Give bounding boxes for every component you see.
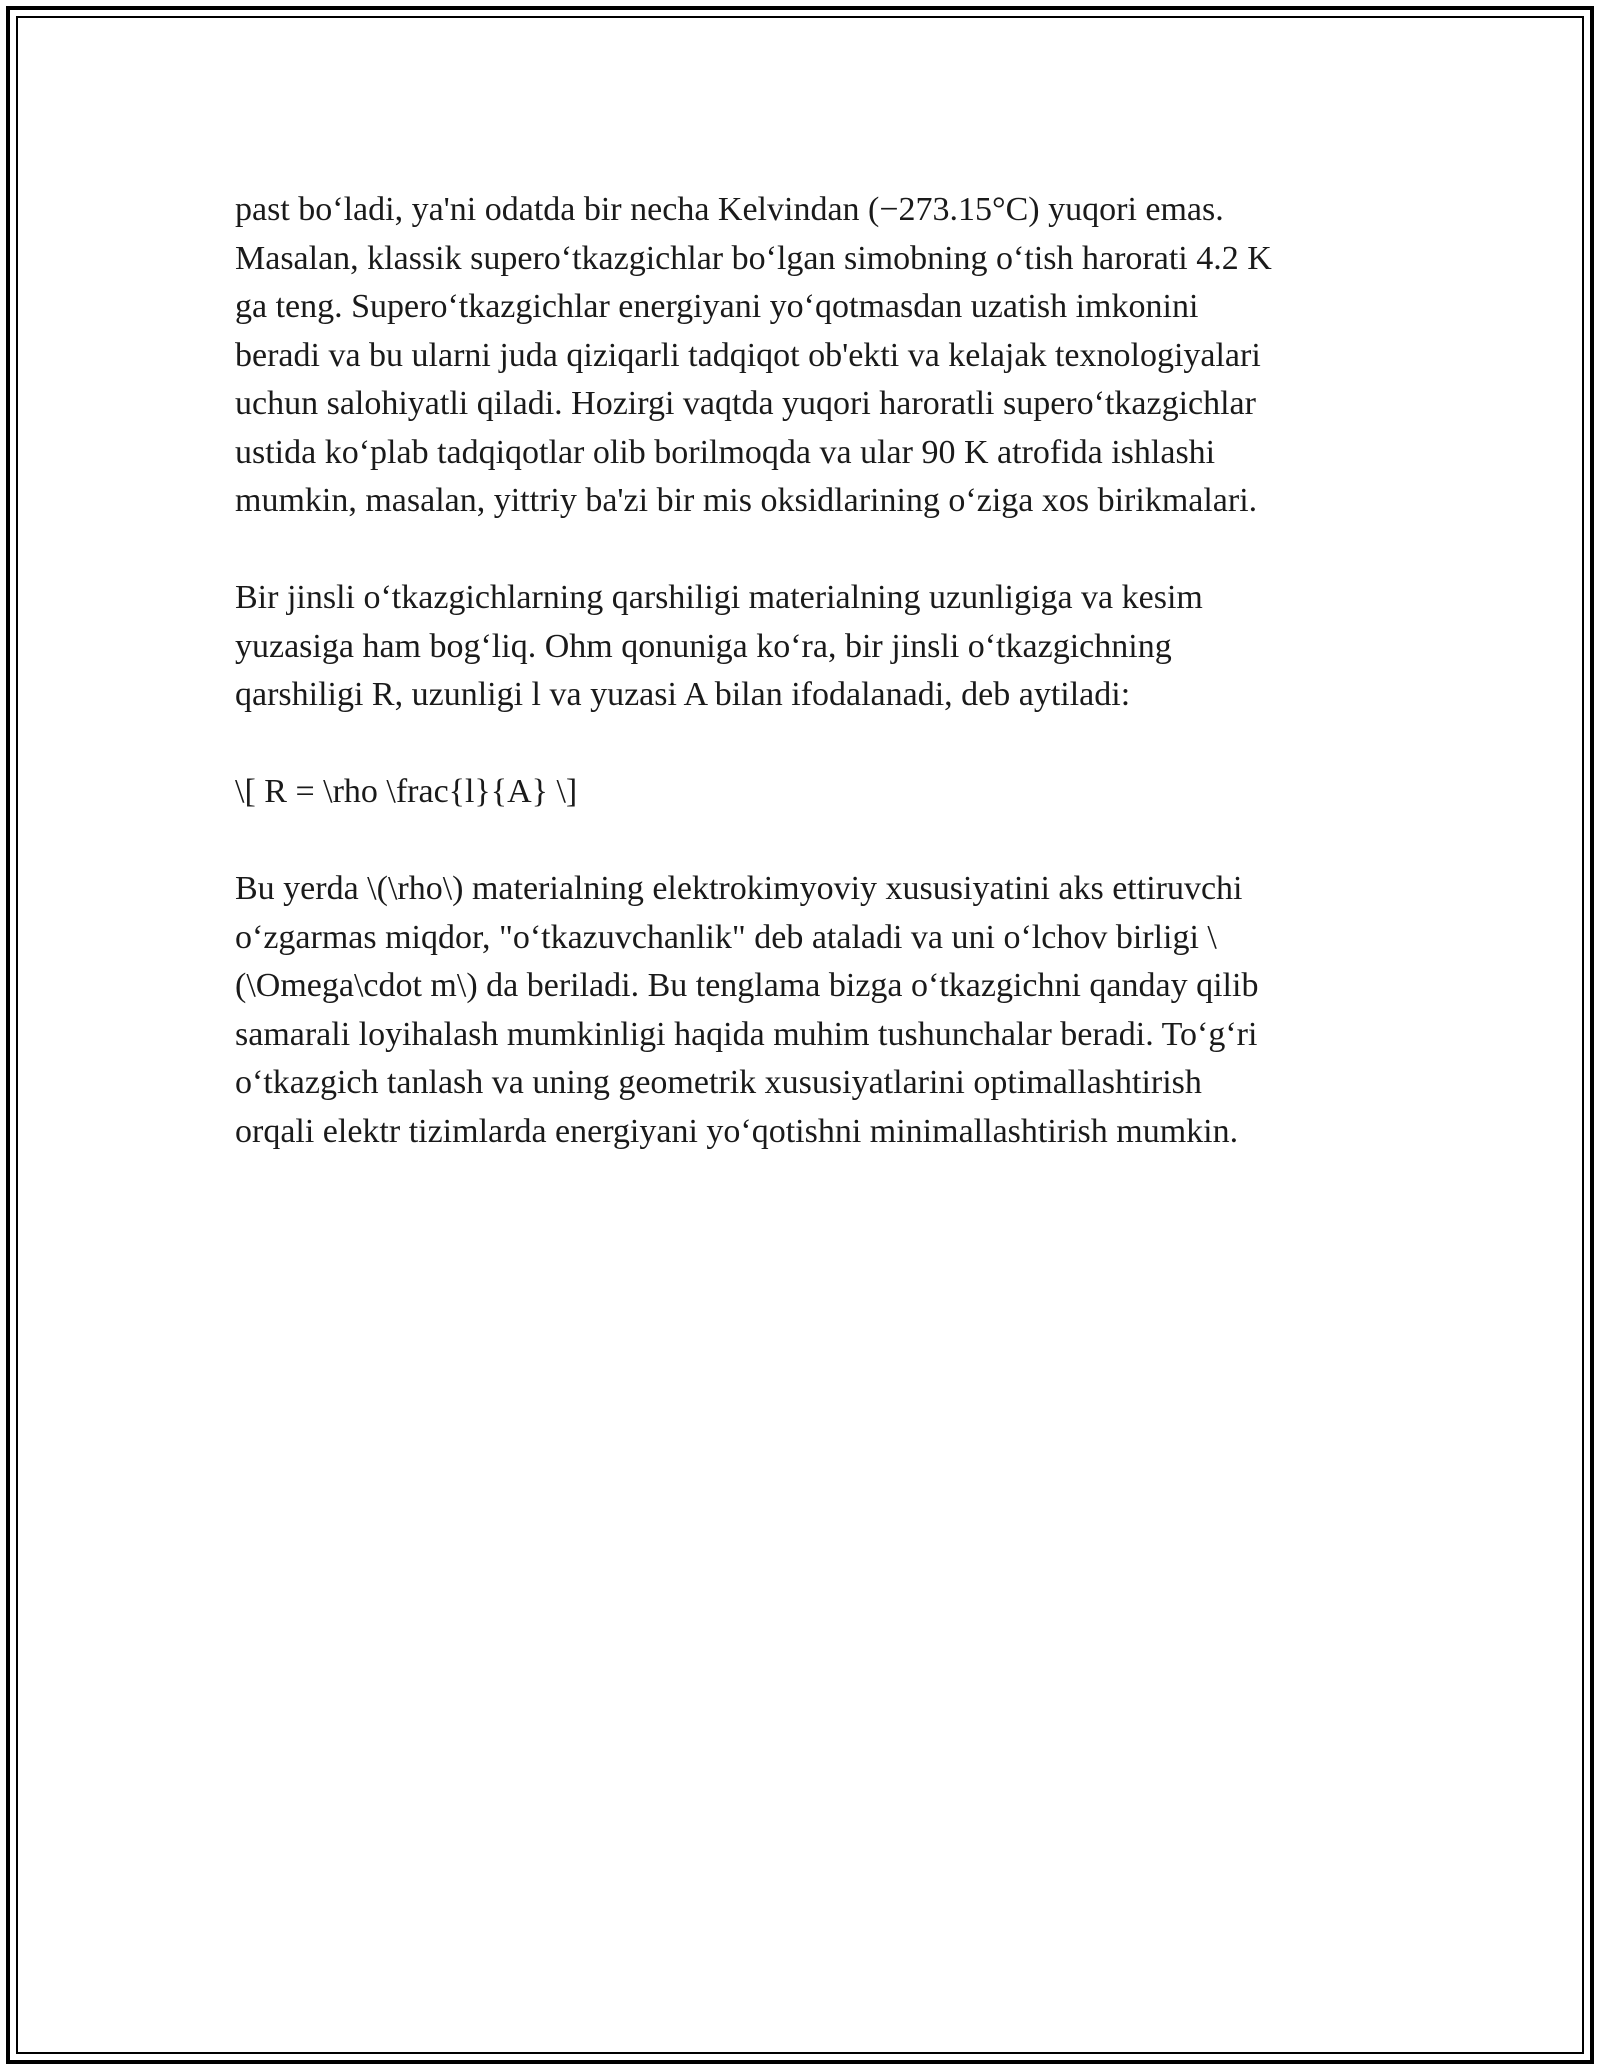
text-line: o‘zgarmas miqdor, "o‘tkazuvchanlik" deb ataladi va uni o‘lchov birligi \ bbox=[235, 918, 1217, 956]
text-line: mumkin, masalan, yittriy ba'zi bir mis oksidlarining o‘ziga xos birikmalari. bbox=[235, 482, 1258, 519]
paragraph-superconductors bbox=[235, 186, 1365, 526]
text-line: orqali elektr tizimlarda energiyani yo‘qotishni minimallashtirish mumkin. bbox=[235, 1112, 1239, 1150]
text-line: samarali loyihalash mumkinligi haqida muhim tushunchalar beradi. To‘g‘ri bbox=[235, 1015, 1258, 1053]
text-line: o‘tkazgich tanlash va uning geometrik xususiyatlarini optimallashtirish bbox=[235, 1064, 1202, 1101]
text-line: yuzasiga ham bog‘liq. Ohm qonuniga ko‘ra, bir jinsli o‘tkazgichning bbox=[235, 627, 1172, 665]
paragraph-resistance bbox=[235, 574, 1365, 720]
document-body bbox=[235, 186, 1365, 1205]
text-line: uchun salohiyatli qiladi. Hozirgi vaqtda yuqori haroratli supero‘tkazgichlar bbox=[235, 385, 1256, 422]
text-line: ga teng. Supero‘tkazgichlar energiyani yo‘qotmasdan uzatish imkonini bbox=[235, 288, 1199, 325]
text-line: past bo‘ladi, ya'ni odatda bir necha Kelvindan (−273.15°C) yuqori emas. bbox=[235, 191, 1224, 228]
text-line: (\Omega\cdot m\) da beriladi. Bu tenglama bizga o‘tkazgichni qanday qilib bbox=[235, 967, 1259, 1004]
text-line: Bir jinsli o‘tkazgichlarning qarshiligi materialning uzunligiga va kesim bbox=[235, 579, 1203, 616]
formula-line: \[ R = \rho \frac{l}{A} \] bbox=[235, 773, 578, 810]
paragraph-formula bbox=[235, 768, 1365, 817]
paragraph-resistivity bbox=[235, 865, 1365, 1156]
text-line: qarshiligi R, uzunligi l va yuzasi A bilan ifodalanadi, deb aytiladi: bbox=[235, 676, 1131, 713]
text-line: Bu yerda \(\rho\) materialning elektrokimyoviy xususiyatini aks ettiruvchi bbox=[235, 870, 1243, 907]
text-line: Masalan, klassik supero‘tkazgichlar bo‘lgan simobning o‘tish harorati 4.2 K bbox=[235, 239, 1272, 277]
text-line: beradi va bu ularni juda qiziqarli tadqiqot ob'ekti va kelajak texnologiyalari bbox=[235, 336, 1261, 374]
text-line: ustida ko‘plab tadqiqotlar olib borilmoqda va ular 90 K atrofida ishlashi bbox=[235, 433, 1216, 471]
